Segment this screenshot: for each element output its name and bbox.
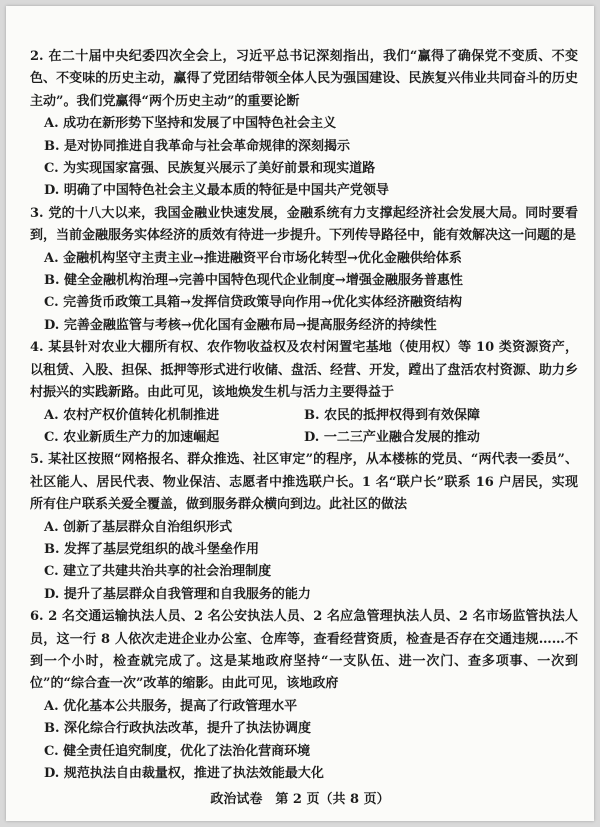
exam-page <box>6 6 594 821</box>
option-d: D. 规范执法自由裁量权，推进了执法效能最大化 <box>44 766 324 781</box>
option-a: A. 创新了基层群众自治组织形式 <box>44 519 233 535</box>
option-row <box>30 427 578 449</box>
question-stem: 6. 2 名交通运输执法人员、2 名公安执法人员、2 名应急管理执法人员、2 名市场监管执法人员，这一行 8 人依次走进企业办公室、仓库等，查看经营资质，检查是否存在交通违规……不到一个小时，检查就完成了。这是某地政府坚持“一支队伍、进一次门、查多项事、一次到位”的“综合查一次”改革的缩影。由此可见，该地政府 <box>30 609 578 692</box>
question-4 <box>30 337 578 449</box>
option-row <box>30 405 578 427</box>
option-d: D. 提升了基层群众自我管理和自我服务的能力 <box>44 586 311 602</box>
question-5 <box>30 449 578 606</box>
question-6 <box>30 606 578 785</box>
option-b: B. 深化综合行政执法改革，提升了执法协调度 <box>44 721 312 737</box>
option-d: D. 明确了中国特色社会主义最本质的特征是中国共产党领导 <box>44 183 389 199</box>
option-b: B. 健全金融机构治理→完善中国特色现代企业制度→增强金融服务普惠性 <box>44 273 463 289</box>
option-c: C. 为实现国家富强、民族复兴展示了美好前景和现实道路 <box>44 161 376 177</box>
option-c: C. 完善货币政策工具箱→发挥信贷政策导向作用→优化实体经济融资结构 <box>44 295 462 311</box>
question-stem: 5. 某社区按照“网格报名、群众推选、社区审定”的程序，从本楼栋的党员、“两代表一委员”、社区能人、居民代表、物业保洁、志愿者中推选联户长。1 名“联户长”联系 16 户居民，实现所有住户联系关爱全覆盖，做到服务群众横向到边。此社区的做法 <box>30 452 578 513</box>
option-d: D. 完善金融监管与考核→优化国有金融布局→提高服务经济的持续性 <box>44 317 437 333</box>
option-a: A. 优化基本公共服务，提高了行政管理水平 <box>44 698 298 714</box>
option-a: A. 成功在新形势下坚持和发展了中国特色社会主义 <box>44 116 337 132</box>
question-3 <box>30 203 578 337</box>
option-c: C. 建立了共建共治共享的社会治理制度 <box>44 564 272 580</box>
option-d: D. 一二三产业融合发展的推动 <box>304 429 480 445</box>
question-list <box>30 46 578 785</box>
option-b: B. 农民的抵押权得到有效保障 <box>304 407 481 423</box>
option-c: C. 健全责任追究制度，优化了法治化营商环境 <box>44 743 311 759</box>
question-stem: 3. 党的十八大以来，我国金融业快速发展，金融系统有力支撑起经济社会发展大局。同时要看到，当前金融服务实体经济的质效有待进一步提升。下列传导路径中，能有效解决这一问题的是 <box>30 205 578 244</box>
page-footer: 政治试卷 第 2 页（共 8 页） <box>210 792 390 807</box>
option-c: C. 农业新质生产力的加速崛起 <box>44 429 220 445</box>
option-b: B. 发挥了基层党组织的战斗堡垒作用 <box>44 541 260 557</box>
option-a: A. 金融机构坚守主责主业→推进融资平台市场化转型→优化金融供给体系 <box>44 250 462 266</box>
question-2 <box>30 46 578 203</box>
option-b: B. 是对协同推进自我革命与社会革命规律的深刻揭示 <box>44 138 351 154</box>
option-a: A. 农村产权价值转化机制推进 <box>44 407 220 423</box>
question-stem: 2. 在二十届中央纪委四次全会上，习近平总书记深刻指出，我们“赢得了确保党不变质、不变色、不变味的历史主动，赢得了党团结带领全体人民为强国建设、民族复兴伟业共同奋斗的历史主动”。我们党赢得“两个历史主动”的重要论断 <box>30 49 578 109</box>
question-stem: 4. 某县针对农业大棚所有权、农作物收益权及农村闲置宅基地（使用权）等 10 类资源资产，以租赁、入股、担保、抵押等形式进行收储、盘活、经营、开发，蹚出了盘活农村资源、助力乡村振兴的实践新路。由此可见，该地焕发生机与活力主要得益于 <box>30 340 578 401</box>
